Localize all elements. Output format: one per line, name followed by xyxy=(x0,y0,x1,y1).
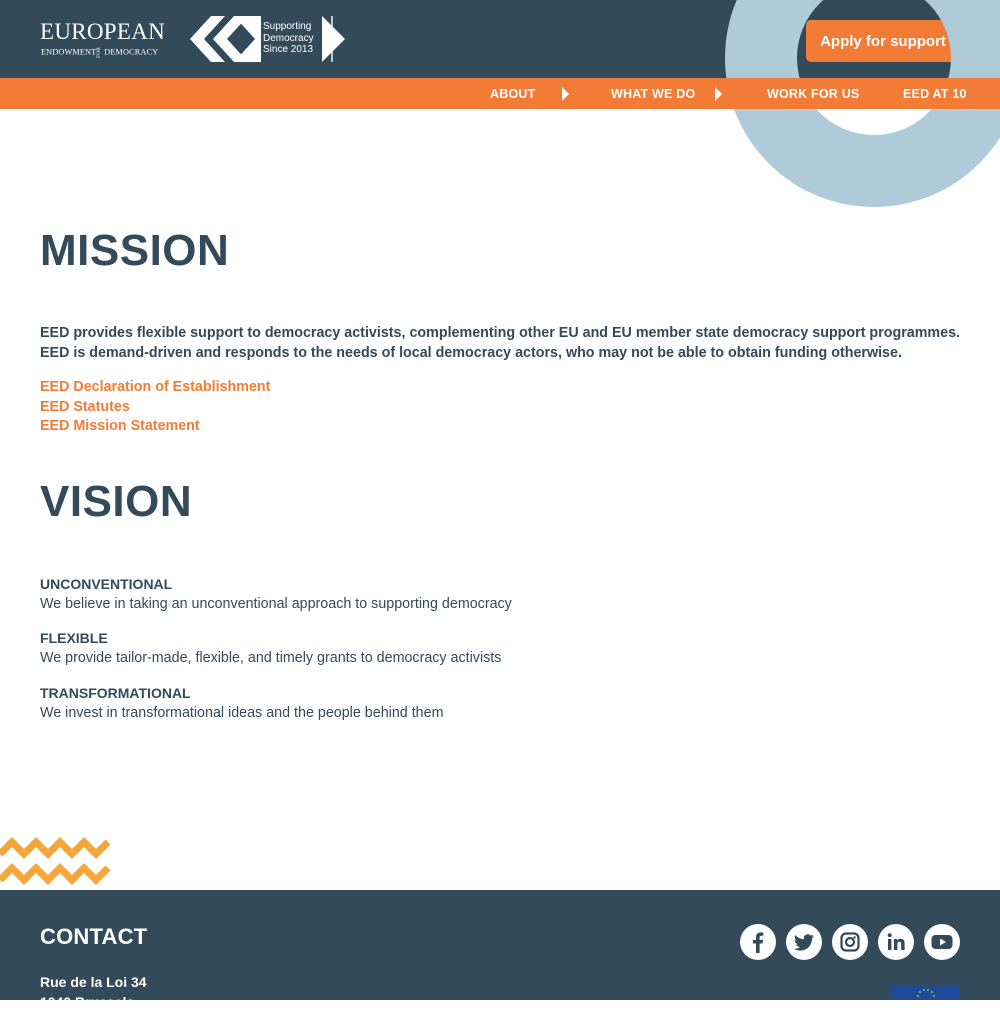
linkedin-icon[interactable] xyxy=(878,924,914,960)
value-text: We provide tailor-made, flexible, and timely grants to democracy activists xyxy=(40,649,502,666)
declaration-link[interactable]: EED Declaration of Establishment xyxy=(40,379,271,395)
logo-sub-right: DEMOCRACY xyxy=(104,47,159,57)
site-footer xyxy=(0,890,1000,1010)
vision-value xyxy=(40,684,740,723)
youtube-icon[interactable] xyxy=(924,924,960,960)
logo-wordmark: EUROPEAN xyxy=(40,19,166,44)
logo-sub-left: ENDOWMENT xyxy=(41,47,97,57)
mission-text: EED provides flexible support to democracy activists, complementing other EU and EU member state democracy support programmes. EED is demand-driven and responds to the needs of local democracy actors, who may not be able to obtain funding otherwise. xyxy=(40,325,961,361)
nav-item-label: ABOUT xyxy=(490,86,536,101)
logo-sub-for: FOR xyxy=(96,47,103,58)
main-nav xyxy=(0,78,1000,109)
instagram-icon[interactable] xyxy=(832,924,868,960)
logo-subline xyxy=(41,47,158,58)
value-title: UNCONVENTIONAL xyxy=(40,576,173,592)
nav-item-eed-at-10[interactable] xyxy=(903,78,967,109)
apply-for-support-button[interactable]: Apply for support xyxy=(806,20,960,62)
tagline-line: Democracy xyxy=(263,32,314,44)
value-title: TRANSFORMATIONAL xyxy=(40,685,191,701)
twitter-icon[interactable] xyxy=(786,924,822,960)
facebook-icon[interactable] xyxy=(740,924,776,960)
mission-heading: MISSION xyxy=(40,226,230,275)
address-line: 1040 Brussels xyxy=(40,994,135,1010)
statutes-link[interactable]: EED Statutes xyxy=(40,398,130,415)
vision-heading: VISION xyxy=(40,477,193,526)
eed-logo-wordmark[interactable] xyxy=(40,19,166,63)
nav-item-what-we-do[interactable] xyxy=(611,78,722,109)
footer-contact-heading: CONTACT xyxy=(40,924,148,949)
mission-links xyxy=(40,378,270,437)
vision-value xyxy=(40,629,740,668)
eu-flag-icon xyxy=(891,986,960,1000)
nav-item-label: EED AT 10 xyxy=(903,86,967,101)
decorative-zigzag-shape xyxy=(0,836,110,890)
nav-item-about[interactable] xyxy=(490,78,569,109)
nav-item-label: WORK FOR US xyxy=(767,86,860,101)
value-text: We believe in taking an unconventional approach to supporting democracy xyxy=(40,595,512,612)
value-text: We invest in transformational ideas and the people behind them xyxy=(40,704,444,721)
tagline-line: Supporting xyxy=(263,21,312,32)
decorative-ring-shape xyxy=(726,0,1000,220)
logo-tagline xyxy=(263,21,333,56)
mission-statement-link[interactable]: EED Mission Statement xyxy=(40,418,200,434)
footer-address xyxy=(40,972,147,1012)
caret-right-icon[interactable] xyxy=(715,87,722,101)
nav-item-work-for-us[interactable] xyxy=(767,78,859,109)
address-line: Rue de la Loi 34 xyxy=(40,974,147,990)
nav-item-label: WHAT WE DO xyxy=(611,86,696,101)
caret-right-icon[interactable] xyxy=(562,87,569,101)
vision-value xyxy=(40,575,740,614)
tagline-line: Since 2013 xyxy=(263,44,314,55)
value-title: FLEXIBLE xyxy=(40,630,108,646)
